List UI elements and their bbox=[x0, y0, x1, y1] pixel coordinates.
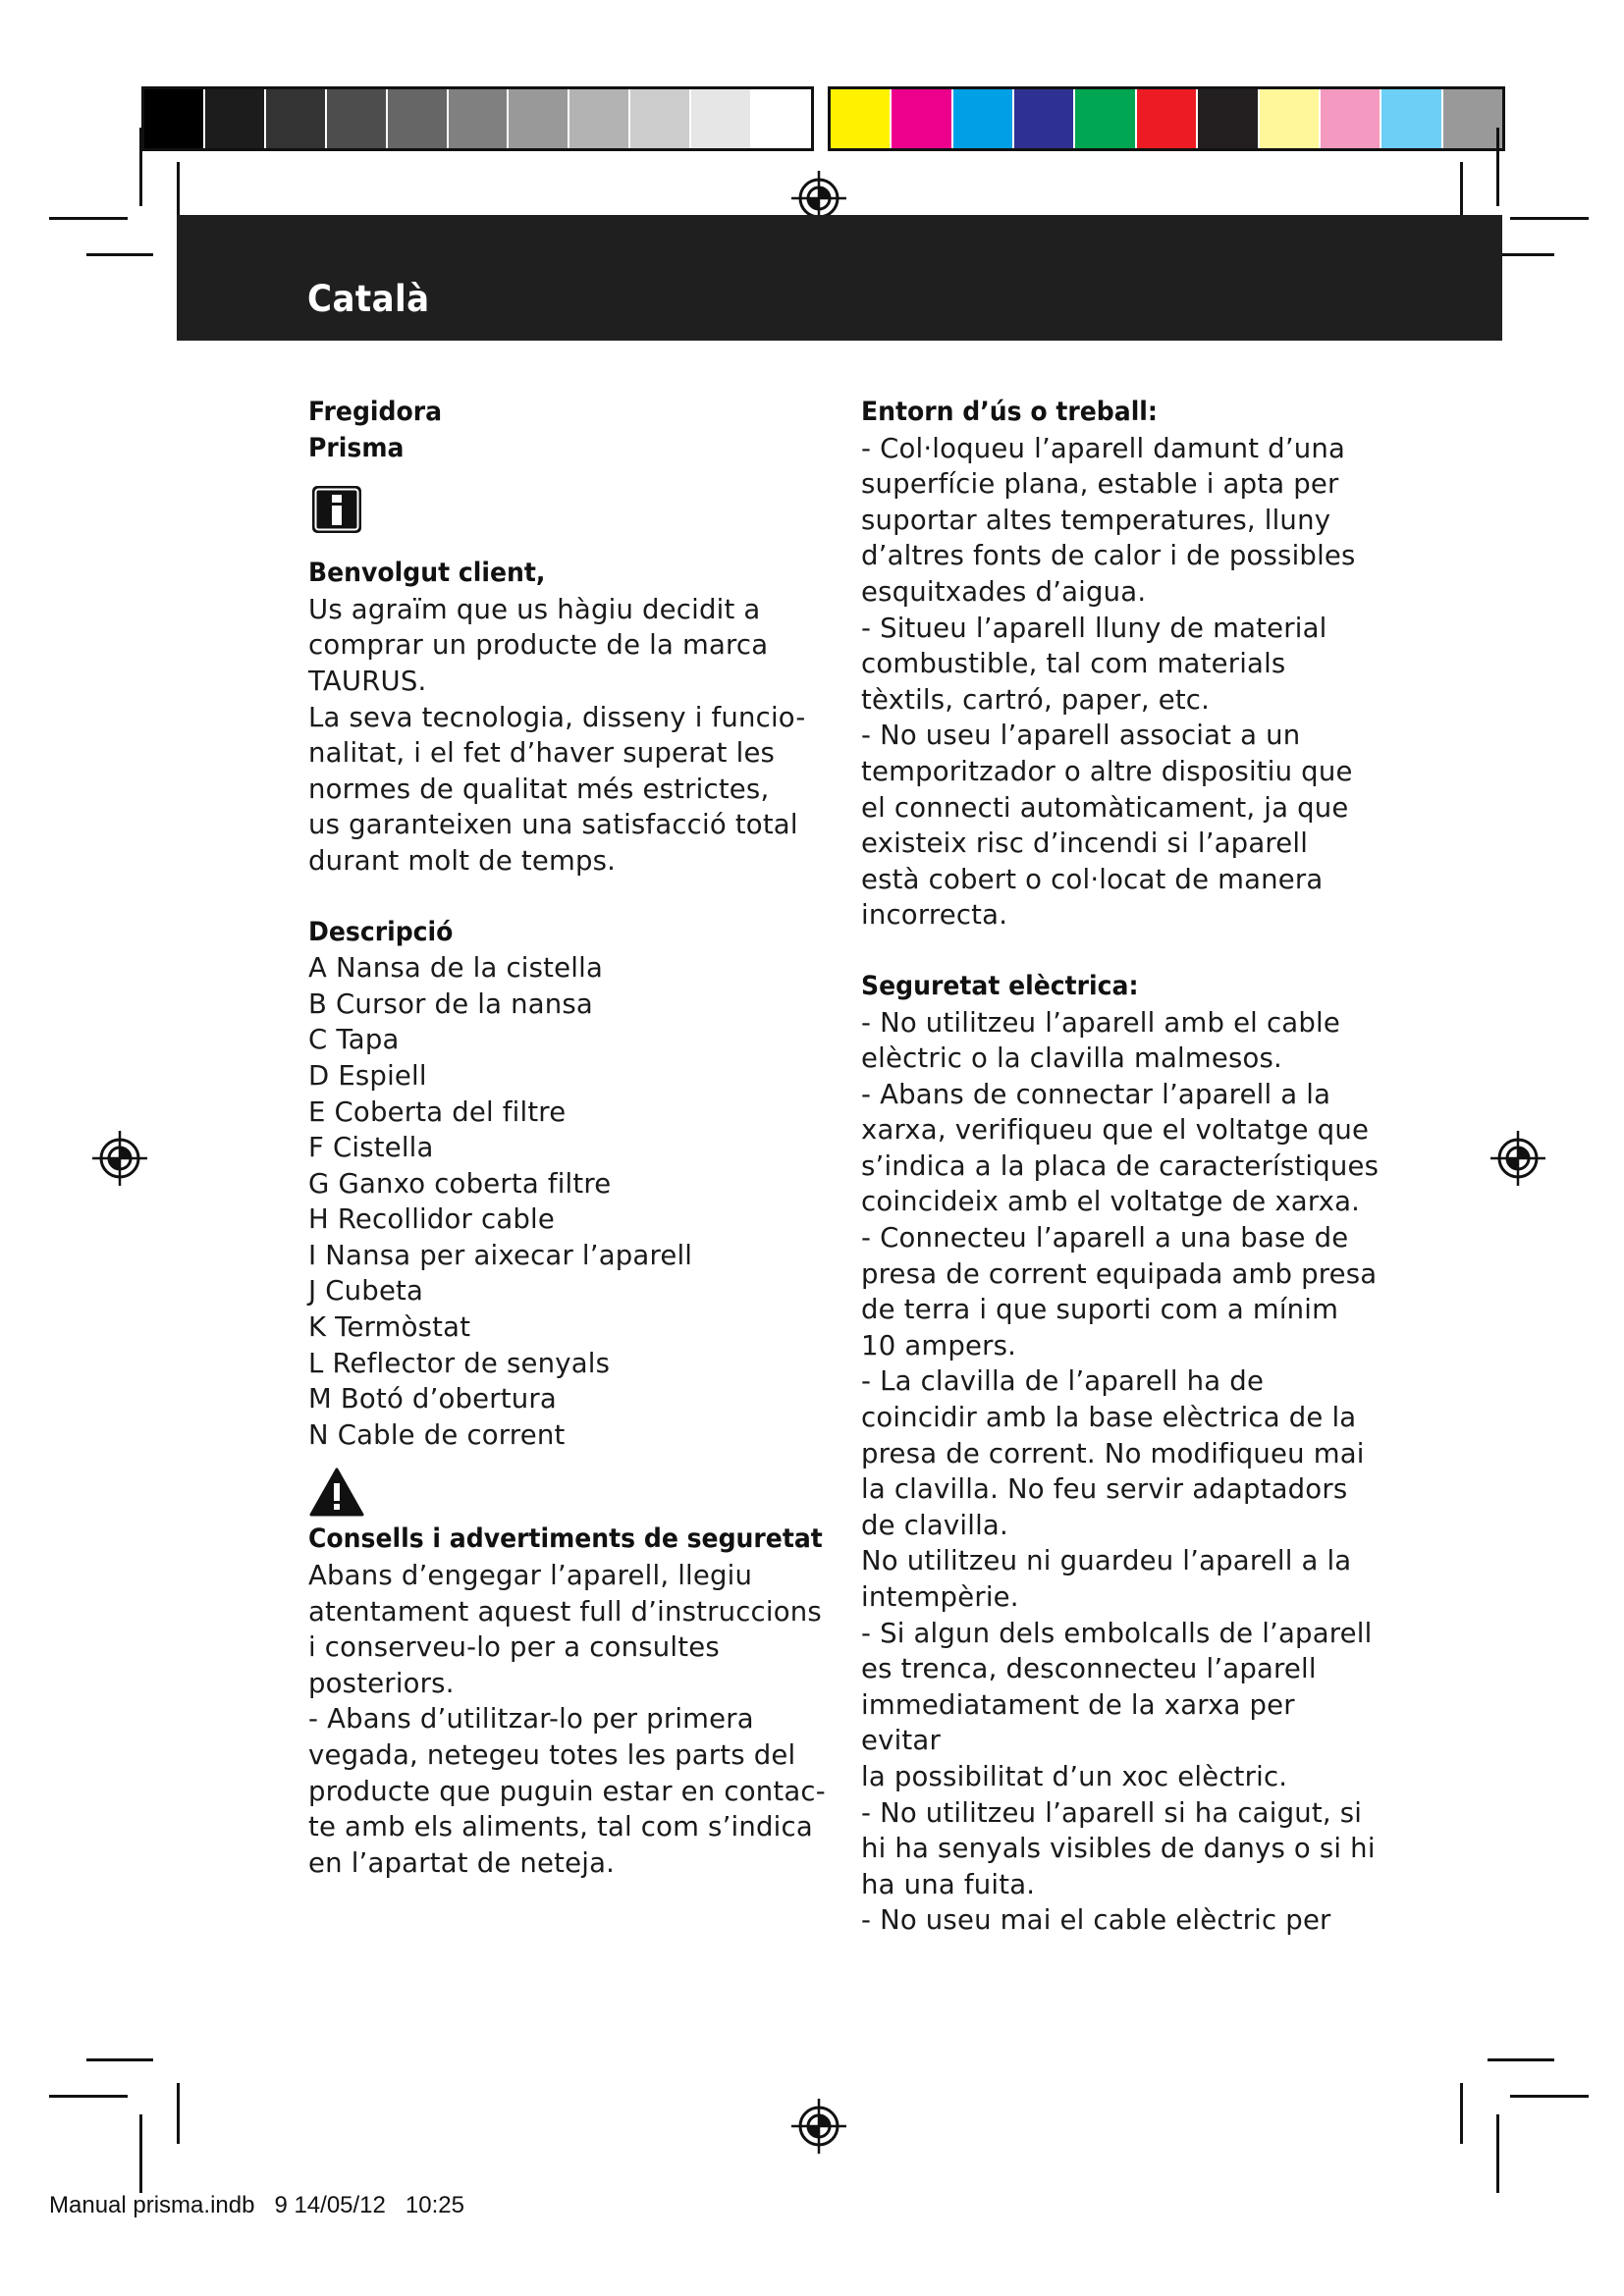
product-name-line-1: Fregidora bbox=[308, 397, 443, 427]
list-item: A Nansa de la cistella bbox=[308, 952, 603, 985]
text-line: 10 ampers. bbox=[861, 1329, 1017, 1362]
text-line: ha una fuita. bbox=[861, 1868, 1036, 1900]
description-heading: Descripció bbox=[308, 916, 454, 947]
process-color-swatch bbox=[1319, 89, 1380, 148]
text-line: nalitat, i el fet d’haver superat les bbox=[308, 737, 776, 770]
text-line: posteriors. bbox=[308, 1667, 455, 1699]
text-line: producte que puguin estar en contac- bbox=[308, 1775, 826, 1807]
text-line: està cobert o col·locat de manera bbox=[861, 863, 1324, 895]
language-title: Català bbox=[307, 278, 430, 320]
safety-heading: Consells i advertiments de seguretat bbox=[308, 1523, 823, 1555]
grayscale-swatch bbox=[568, 89, 628, 148]
grayscale-swatch bbox=[386, 89, 447, 148]
grayscale-swatch bbox=[447, 89, 508, 148]
list-item: N Cable de corrent bbox=[308, 1418, 566, 1451]
list-item: E Coberta del filtre bbox=[308, 1095, 567, 1128]
text-line: - Connecteu l’aparell a una base de bbox=[861, 1222, 1349, 1255]
text-line: superfície plana, estable i apta per bbox=[861, 468, 1339, 501]
list-item: F Cistella bbox=[308, 1132, 434, 1164]
text-line: combustible, tal com materials bbox=[861, 648, 1286, 680]
color-calibration-bar bbox=[828, 86, 1505, 151]
grayscale-swatch bbox=[689, 89, 750, 148]
list-item: H Recollidor cable bbox=[308, 1203, 555, 1236]
list-item: J Cubeta bbox=[308, 1275, 424, 1308]
text-line: incorrecta. bbox=[861, 899, 1008, 932]
grayscale-swatch bbox=[264, 89, 325, 148]
text-line: es trenca, desconnecteu l’aparell bbox=[861, 1653, 1317, 1685]
text-line: la possibilitat d’un xoc elèctric. bbox=[861, 1760, 1288, 1792]
text-line: existeix risc d’incendi si l’aparell bbox=[861, 828, 1309, 860]
process-color-swatch bbox=[890, 89, 950, 148]
text-line: - No utilitzeu l’aparell amb el cable bbox=[861, 1006, 1340, 1039]
text-line: i conserveu-lo per a consultes bbox=[308, 1631, 720, 1664]
text-line: temporitzador o altre dispositiu que bbox=[861, 755, 1353, 787]
text-line: esquitxades d’aigua. bbox=[861, 575, 1147, 608]
list-item: D Espiell bbox=[308, 1059, 427, 1092]
text-line: coincidir amb la base elèctrica de la bbox=[861, 1402, 1357, 1434]
text-line: La seva tecnologia, disseny i funcio- bbox=[308, 701, 806, 733]
process-color-swatch bbox=[1135, 89, 1196, 148]
process-color-swatch bbox=[1196, 89, 1257, 148]
grayscale-swatch bbox=[507, 89, 568, 148]
text-line: tèxtils, cartró, paper, etc. bbox=[861, 683, 1211, 716]
text-line: - Abans d’utilitzar-lo per primera bbox=[308, 1703, 754, 1735]
text-line: Abans d’engegar l’aparell, llegiu bbox=[308, 1560, 753, 1592]
text-line: No utilitzeu ni guardeu l’aparell a la bbox=[861, 1545, 1352, 1577]
text-line: - Col·loqueu l’aparell damunt d’una bbox=[861, 432, 1346, 464]
text-line: - La clavilla de l’aparell ha de bbox=[861, 1365, 1265, 1398]
text-line: - Situeu l’aparell lluny de material bbox=[861, 612, 1327, 644]
text-line: - Si algun dels embolcalls de l’aparell bbox=[861, 1617, 1373, 1649]
print-slug: Manual prisma.indb 9 14/05/12 10:25 bbox=[49, 2192, 464, 2218]
grayscale-calibration-bar bbox=[141, 86, 814, 151]
list-item: M Botó d’obertura bbox=[308, 1383, 557, 1415]
text-line: intempèrie. bbox=[861, 1581, 1019, 1613]
parts-list bbox=[308, 950, 839, 1453]
greeting-heading: Benvolgut client, bbox=[308, 558, 546, 589]
text-line: hi ha senyals visibles de danys o si hi bbox=[861, 1833, 1376, 1865]
environment-heading: Entorn d’ús o treball: bbox=[861, 397, 1158, 427]
text-line: vegada, netegeu totes les parts del bbox=[308, 1739, 796, 1771]
registration-mark-icon bbox=[791, 2099, 846, 2154]
electrical-safety-heading: Seguretat elèctrica: bbox=[861, 970, 1139, 1001]
text-line: - No useu l’aparell associat a un bbox=[861, 720, 1301, 752]
text-line: presa de corrent equipada amb presa bbox=[861, 1257, 1378, 1290]
text-line: durant molt de temps. bbox=[308, 844, 617, 877]
left-column bbox=[308, 395, 839, 1881]
registration-mark-icon bbox=[1490, 1131, 1545, 1186]
text-line: la clavilla. No feu servir adaptadors bbox=[861, 1473, 1348, 1506]
process-color-swatch bbox=[1073, 89, 1134, 148]
list-item: L Reflector de senyals bbox=[308, 1347, 611, 1379]
grayscale-swatch bbox=[144, 89, 203, 148]
product-name-line-2: Prisma bbox=[308, 432, 405, 463]
greeting-paragraph bbox=[308, 592, 839, 880]
grayscale-swatch bbox=[628, 89, 689, 148]
text-line: - No useu mai el cable elèctric per bbox=[861, 1904, 1331, 1937]
language-header-band bbox=[177, 215, 1502, 341]
text-line: de clavilla. bbox=[861, 1509, 1008, 1541]
text-line: - Abans de connectar l’aparell a la bbox=[861, 1078, 1331, 1110]
process-color-swatch bbox=[1258, 89, 1319, 148]
registration-mark-icon bbox=[92, 1131, 147, 1186]
text-line: d’altres fonts de calor i de possibles bbox=[861, 540, 1356, 572]
process-color-swatch bbox=[1441, 89, 1502, 148]
grayscale-swatch bbox=[325, 89, 386, 148]
info-icon bbox=[310, 484, 363, 535]
text-line: s’indica a la placa de característiques bbox=[861, 1149, 1380, 1182]
list-item: K Termòstat bbox=[308, 1311, 471, 1344]
list-item: I Nansa per aixecar l’aparell bbox=[308, 1239, 693, 1271]
text-line: us garanteixen una satisfacció total bbox=[308, 809, 798, 841]
grayscale-swatch bbox=[203, 89, 264, 148]
list-item: G Ganxo coberta filtre bbox=[308, 1167, 612, 1200]
text-line: coincideix amb el voltatge de xarxa. bbox=[861, 1186, 1361, 1218]
list-item: B Cursor de la nansa bbox=[308, 988, 593, 1020]
text-line: immediatament de la xarxa per evitar bbox=[861, 1688, 1295, 1757]
text-line: - No utilitzeu l’aparell si ha caigut, si bbox=[861, 1796, 1363, 1829]
list-item: C Tapa bbox=[308, 1024, 400, 1056]
text-line: te amb els aliments, tal com s’indica bbox=[308, 1811, 813, 1843]
electrical-safety-paragraph bbox=[861, 1005, 1381, 1939]
right-column bbox=[861, 395, 1381, 1939]
environment-paragraph bbox=[861, 431, 1381, 934]
process-color-swatch bbox=[951, 89, 1012, 148]
text-line: normes de qualitat més estrictes, bbox=[308, 773, 770, 805]
text-line: TAURUS. bbox=[308, 665, 427, 697]
text-line: comprar un producte de la marca bbox=[308, 629, 769, 662]
process-color-swatch bbox=[1380, 89, 1440, 148]
process-color-swatch bbox=[1012, 89, 1073, 148]
warning-icon bbox=[308, 1467, 365, 1518]
text-line: de terra i que suporti com a mínim bbox=[861, 1294, 1339, 1326]
text-line: xarxa, verifiqueu que el voltatge que bbox=[861, 1114, 1370, 1147]
text-line: en l’apartat de neteja. bbox=[308, 1846, 616, 1879]
text-line: suportar altes temperatures, lluny bbox=[861, 504, 1331, 536]
text-line: presa de corrent. No modifiqueu mai bbox=[861, 1437, 1365, 1469]
text-line: atentament aquest full d’instruccions bbox=[308, 1595, 822, 1628]
process-color-swatch bbox=[831, 89, 890, 148]
safety-paragraph bbox=[308, 1558, 839, 1881]
text-line: Us agraïm que us hàgiu decidit a bbox=[308, 593, 761, 625]
text-line: el connecti automàticament, ja que bbox=[861, 791, 1349, 824]
text-line: elèctric o la clavilla malmesos. bbox=[861, 1042, 1282, 1075]
grayscale-swatch bbox=[750, 89, 811, 148]
